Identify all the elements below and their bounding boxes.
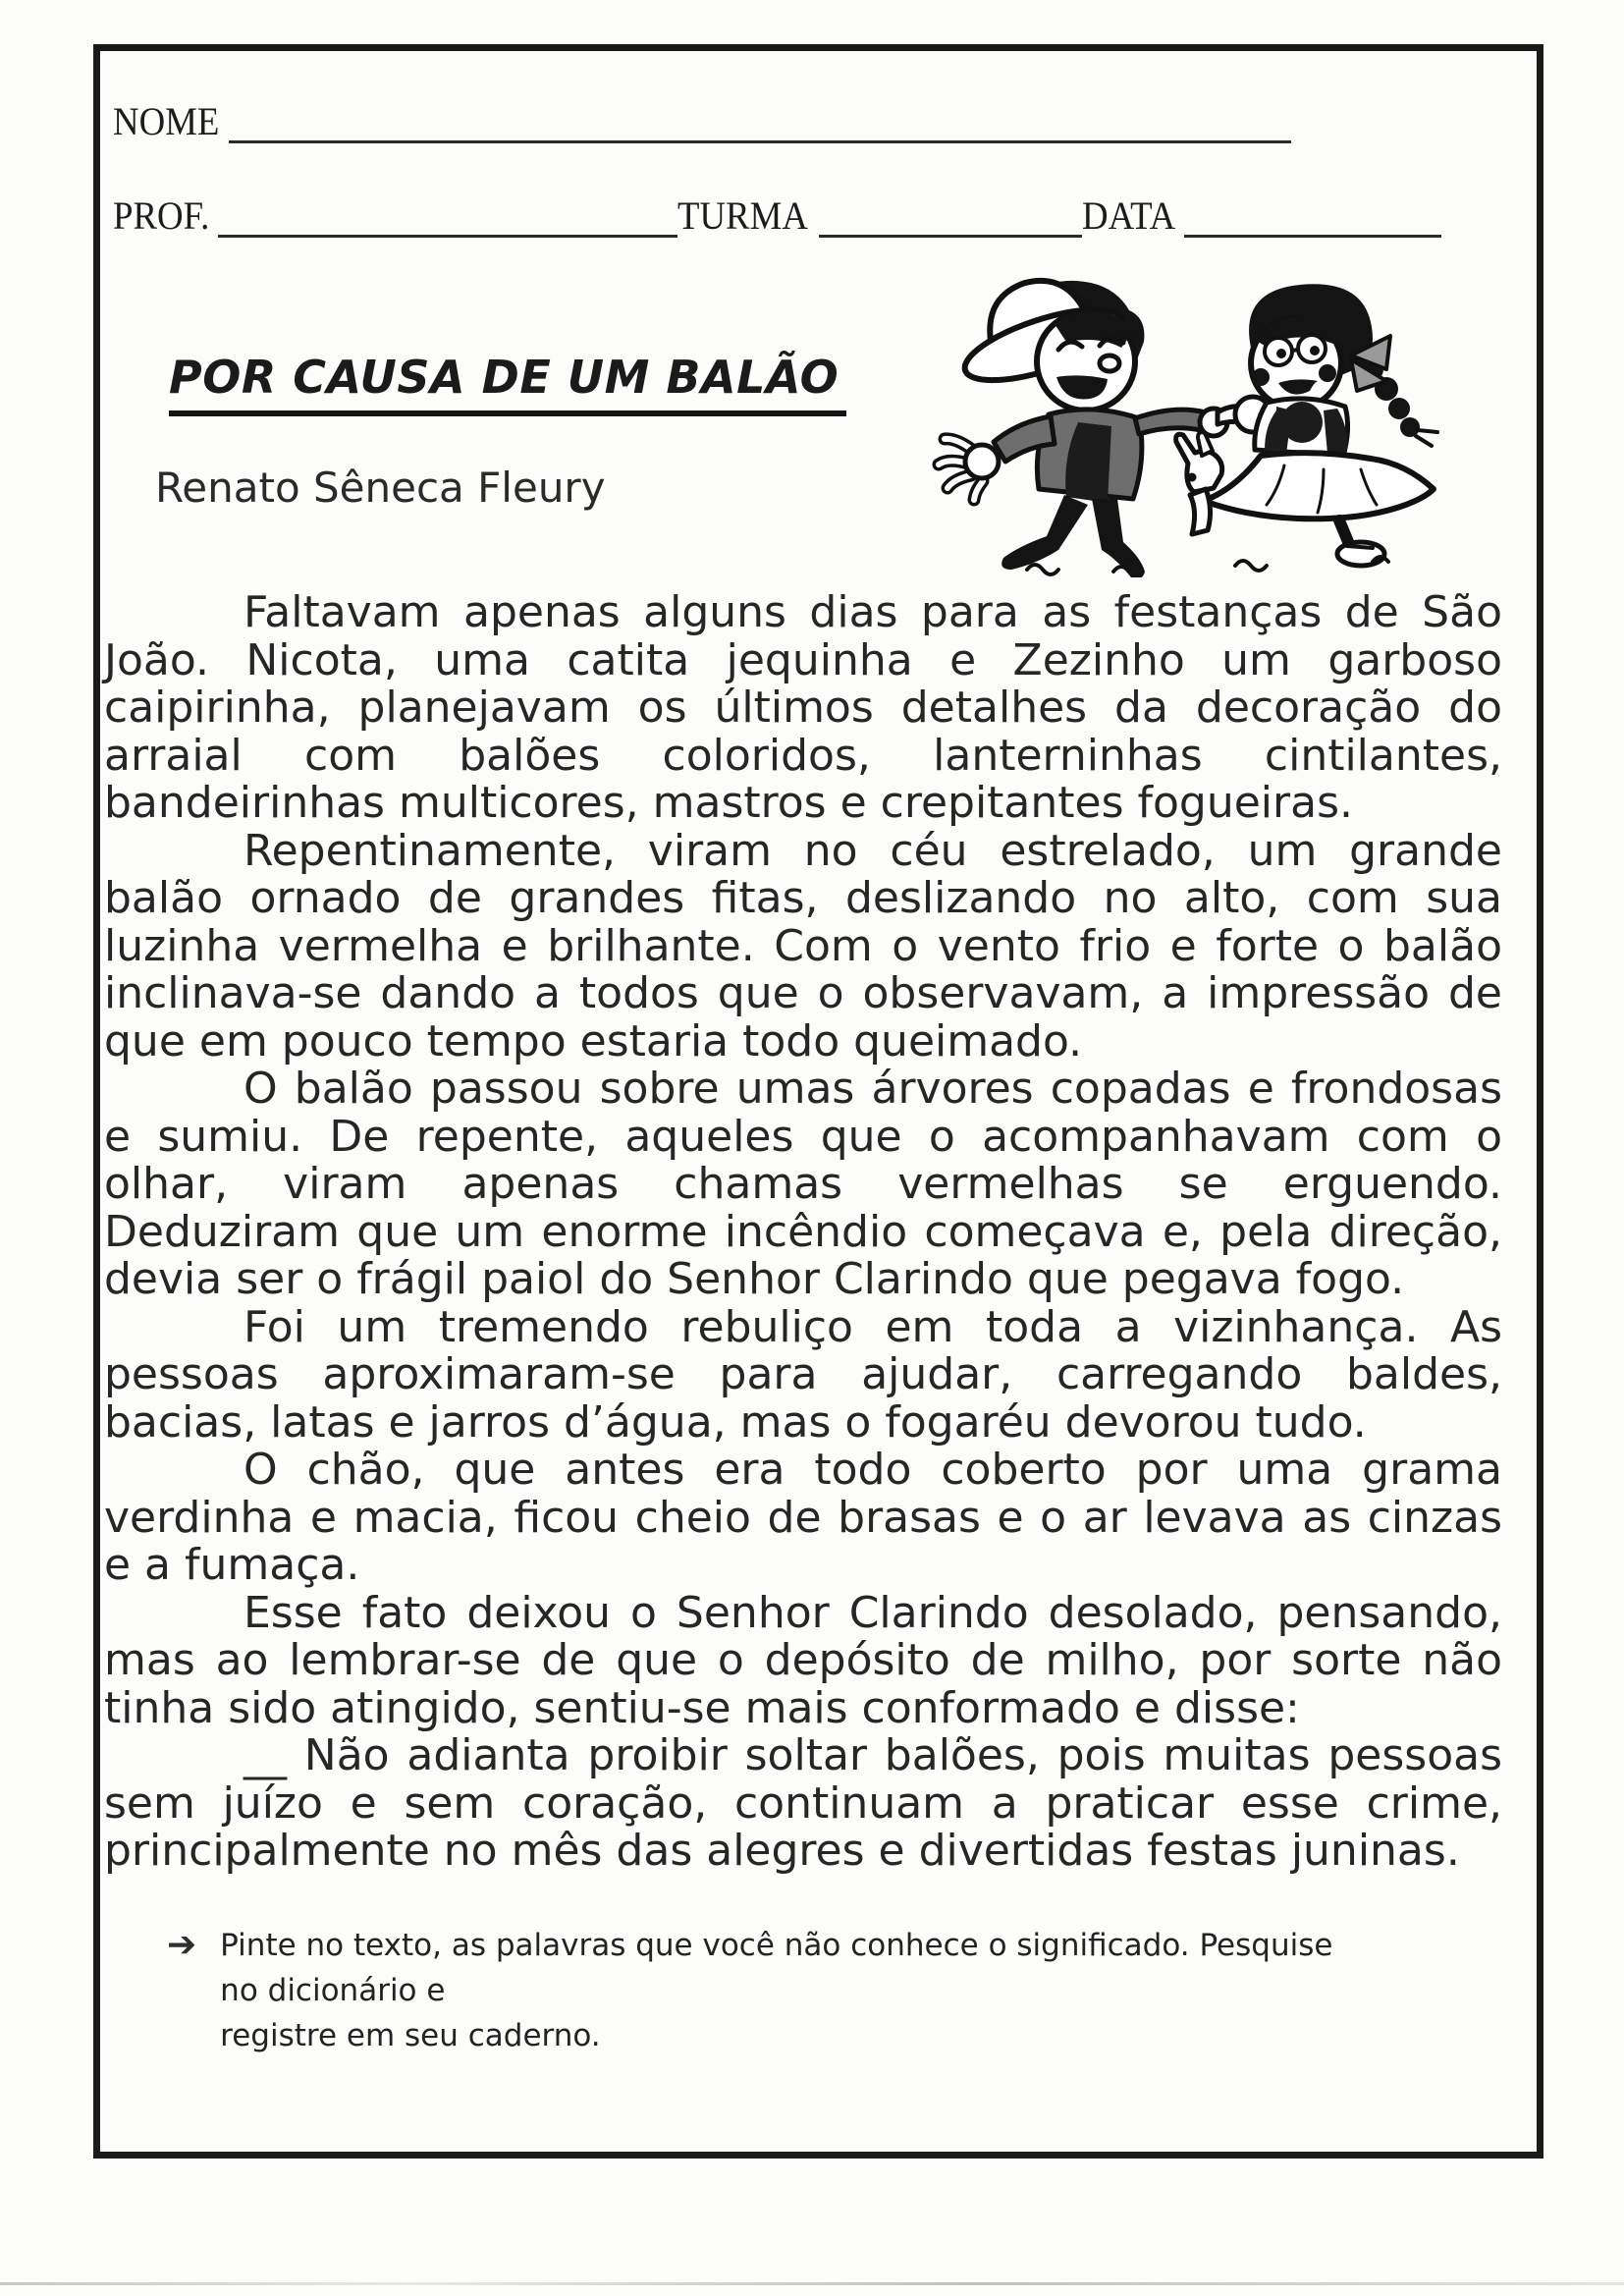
dancing-children-illustration — [911, 253, 1461, 577]
instruction-text — [220, 1923, 1335, 2058]
data-label: DATA — [1082, 193, 1176, 238]
story-title: POR CAUSA DE UM BALÃO — [169, 352, 846, 416]
name-field-row — [113, 100, 1291, 143]
story-paragraph-1: Faltavam apenas alguns dias para as festanças de São João. Nicota, uma catita jequinha e Zezinho um garboso caipirinha, planejavam os últimos detalhes da decoração do arraial com balões coloridos, lanterninhas cintilantes, bandeirinhas multicores, mastros e crepitantes fogueiras. — [104, 587, 1502, 828]
data-blank-line — [1184, 195, 1441, 238]
story-paragraph-4: Foi um tremendo rebuliço em toda a vizinhança. As pessoas aproximaram-se para ajudar, carregando baldes, bacias, latas e jarros d’água, mas o fogaréu devorou tudo. — [104, 1301, 1502, 1448]
turma-label: TURMA — [677, 193, 808, 238]
story-paragraph-2: Repentinamente, viram no céu estrelado, um grande balão ornado de grandes fitas, deslizando no alto, com sua luzinha vermelha e brilhante. Com o vento frio e forte o balão inclinava-se dando a todos que o observavam, a impressão de que em pouco tempo estaria todo queimado. — [104, 825, 1502, 1066]
story-paragraph-6: Esse fato deixou o Senhor Clarindo desolado, pensando, mas ao lembrar-se de que o depósito de milho, por sorte não tinha sido atingido, sentiu-se mais conformado e disse: — [104, 1587, 1502, 1733]
boy-figure — [939, 257, 1227, 577]
prof-blank-line — [218, 195, 677, 238]
story-paragraph-7: __ Não adianta proibir soltar balões, pois muitas pessoas sem juízo e sem coração, continuam a praticar esse crime, principalmente no mês das alegres e divertidas festas juninas. — [104, 1730, 1502, 1876]
turma-blank-line — [819, 195, 1082, 238]
name-label: NOME — [113, 99, 220, 143]
activity-instruction — [167, 1923, 1335, 2058]
prof-label: PROF. — [113, 193, 210, 238]
story-paragraph-3: O balão passou sobre umas árvores copadas e frondosas e sumiu. De repente, aqueles que o acompanhavam com o olhar, viram apenas chamas vermelhas se erguendo. Deduziram que um enorme incêndio começava e, pela direção, devia ser o frágil paiol do Senhor Clarindo que pegava fogo. — [104, 1064, 1502, 1304]
prof-turma-data-row — [113, 194, 1460, 238]
story-body — [104, 589, 1502, 1876]
story-author: Renato Sêneca Fleury — [155, 464, 606, 512]
hobby-horse-head — [1176, 432, 1222, 534]
scan-edge-line — [0, 2282, 1624, 2285]
name-blank-line — [229, 101, 1291, 143]
story-paragraph-5: O chão, que antes era todo coberto por uma grama verdinha e macia, ficou cheio de brasas e o ar levava as cinzas e a fumaça. — [104, 1445, 1502, 1590]
instruction-line-2: registre em seu caderno. — [220, 2018, 601, 2053]
arrow-right-icon: ➔ — [167, 1925, 197, 1965]
instruction-line-1: Pinte no texto, as palavras que você não conhece o significado. Pesquise no dicionário e — [220, 1928, 1333, 2008]
